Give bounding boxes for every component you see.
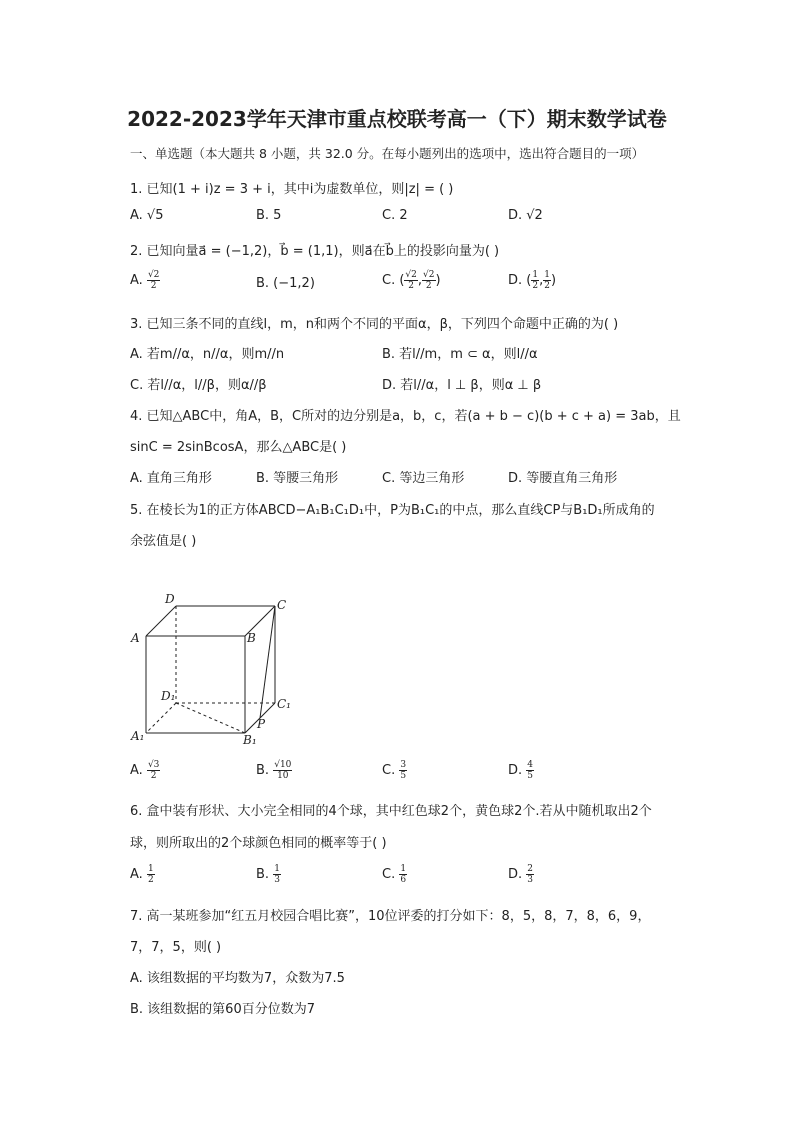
q3-option-d: D. 若l//α，l ⊥ β，则α ⊥ β: [382, 378, 542, 393]
label-D1: D₁: [161, 689, 176, 703]
q6-option-d: D. $\frac{2}{3}$: [508, 864, 534, 885]
question-7-stem-line2: 7，7，5，则( ): [130, 940, 222, 955]
q4-option-a: A. 直角三角形: [130, 471, 212, 486]
question-5-stem-line1: 5. 在棱长为1的正方体ABCD−A₁B₁C₁D₁中，P为B₁C₁的中点，那么直线CP与B₁D₁所成角的: [130, 503, 655, 518]
label-P: P: [257, 717, 266, 731]
q6-option-b: B. $\frac{1}{3}$: [256, 864, 280, 885]
question-5-stem-line2: 余弦值是( ): [130, 534, 197, 549]
q5-option-a: A. $\frac{√3}{2}$: [130, 760, 160, 781]
q7-option-a: A. 该组数据的平均数为7，众数为7.5: [130, 971, 345, 986]
q1-option-b: B. 5: [256, 208, 282, 223]
label-B: B: [247, 631, 256, 645]
q2-option-c: C. ( $\frac{√2}{2}$ , $\frac{√2}{2}$ ): [382, 270, 441, 291]
question-6-stem-line2: 球，则所取出的2个球颜色相同的概率等于( ): [130, 836, 387, 851]
label-C: C: [277, 598, 287, 612]
q7-option-b: B. 该组数据的第60百分位数为7: [130, 1002, 315, 1017]
question-4-stem-line1: 4. 已知△ABC中，角A，B，C所对的边分别是a，b，c，若(a + b − c)(b + c + a) = 3ab，且: [130, 409, 681, 424]
q4-option-c: C. 等边三角形: [382, 471, 465, 486]
question-4-stem-line2: sinC = 2sinBcosA，那么△ABC是( ): [130, 440, 347, 455]
q5-option-c: C. $\frac{3}{5}$: [382, 760, 407, 781]
question-6-stem-line1: 6. 盒中装有形状、大小完全相同的4个球，其中红色球2个，黄色球2个.若从中随机取出2个: [130, 804, 652, 819]
q3-option-b: B. 若l//m，m ⊂ α，则l//α: [382, 347, 538, 362]
q6-option-c: C. $\frac{1}{6}$: [382, 864, 407, 885]
question-7-stem-line1: 7. 高一某班参加“红五月校园合唱比赛”，10位评委的打分如下：8，5，8，7，8，6，9，: [130, 909, 651, 924]
q4-option-d: D. 等腰直角三角形: [508, 471, 618, 486]
question-3-stem: 3. 已知三条不同的直线l，m，n和两个不同的平面α，β，下列四个命题中正确的为( ): [130, 317, 619, 332]
q3-option-c: C. 若l//α，l//β，则α//β: [130, 378, 267, 393]
label-A: A: [131, 631, 140, 645]
q2-option-b: B. (−1,2): [256, 276, 315, 291]
section-heading: 一、单选题（本大题共 8 小题，共 32.0 分。在每小题列出的选项中，选出符合题目的一项）: [130, 146, 645, 161]
q4-option-b: B. 等腰三角形: [256, 471, 339, 486]
page-title: 2022-2023学年天津市重点校联考高一（下）期末数学试卷: [127, 107, 667, 131]
q5-option-d: D. $\frac{4}{5}$: [508, 760, 534, 781]
q6-option-a: A. $\frac{1}{2}$: [130, 864, 154, 885]
q5-option-b: B. $\frac{√10}{10}$: [256, 760, 292, 781]
label-A1: A₁: [131, 729, 145, 743]
q1-option-a: A. √5: [130, 208, 164, 223]
q1-option-c: C. 2: [382, 208, 408, 223]
question-2-stem: 2. 已知向量a⃗ = (−1,2)，b⃗ = (1,1)，则a⃗在b⃗上的投影向量为( ): [130, 244, 500, 259]
q3-option-a: A. 若m//α，n//α，则m//n: [130, 347, 285, 362]
question-1-stem: 1. 已知(1 + i)z = 3 + i，其中i为虚数单位，则|z| = ( ): [130, 182, 454, 197]
cube-diagram: [128, 590, 308, 750]
q1-option-d: D. √2: [508, 208, 543, 223]
label-C1: C₁: [277, 697, 291, 711]
q2-option-a: A. $\frac{√2}{2}$: [130, 270, 160, 291]
q2-option-d: D. ( $\frac{1}{2}$ , $\frac{1}{2}$ ): [508, 270, 557, 291]
label-B1: B₁: [243, 733, 257, 747]
label-D: D: [165, 592, 175, 606]
